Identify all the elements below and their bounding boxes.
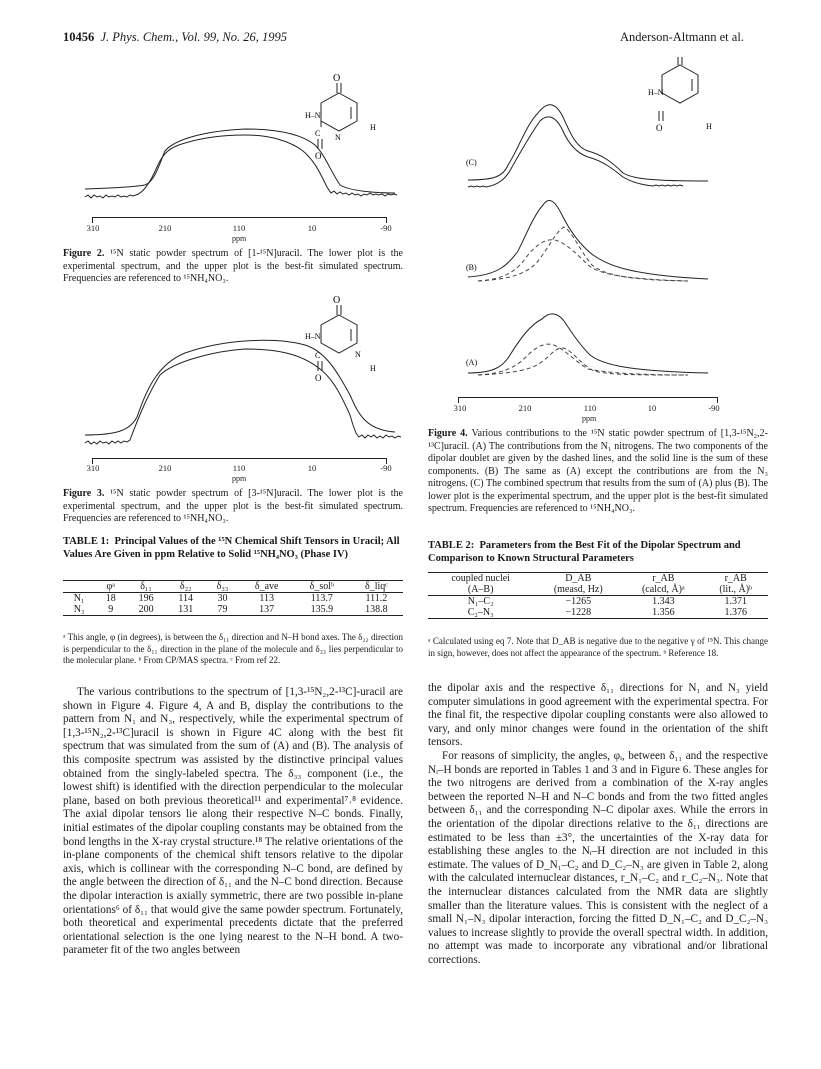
table-header-cell: δ_ave xyxy=(254,581,279,592)
figure-3-caption-text: ¹⁵N static powder spectrum of [3-¹⁵N]uracil. The lower plot is the experimental spectrum, and the upper plot is the best-fit simulated spectrum. Frequencies are referenced to ¹⁵NH₄NO₃. xyxy=(63,488,403,524)
figure-4c-simulated-curve xyxy=(468,105,708,181)
table-cell: 30 xyxy=(217,593,228,604)
axis-tick-label: 210 xyxy=(158,463,172,473)
h-n-label: H–N xyxy=(305,332,321,341)
table-cell: C₂–N₃ xyxy=(467,607,494,618)
h-n-label: H–N xyxy=(648,88,664,97)
figure-3-caption xyxy=(63,488,403,526)
table-2-title xyxy=(428,540,768,565)
n-label: N xyxy=(335,133,341,142)
table-header-cell xyxy=(63,581,95,593)
axis-tick-label: 110 xyxy=(583,403,597,413)
table-cell: 114 xyxy=(178,593,194,604)
axis-tick-label: 10 xyxy=(307,223,317,233)
figure-4c-experimental-curve xyxy=(468,117,683,187)
figure-2-simulated-curve xyxy=(85,129,395,193)
table-2 xyxy=(428,572,768,619)
axis-tick-label: 10 xyxy=(647,403,657,413)
h-n-label: H–N xyxy=(305,111,321,120)
axis-tick-label: -90 xyxy=(380,223,392,233)
page-number: 10456 xyxy=(63,30,95,44)
table-header-row xyxy=(428,584,768,596)
table-header-cell: coupled nuclei xyxy=(451,573,510,584)
figure-4-caption xyxy=(428,428,768,516)
figure-2-caption-text: ¹⁵N static powder spectrum of [1-¹⁵N]uracil. The lower plot is the experimental spectrum, and the upper plot is the best-fit simulated spectrum. Frequencies are referenced to ¹⁵NH₄NO₃. xyxy=(63,248,403,284)
table-1-title xyxy=(63,536,403,561)
o-top-label: O xyxy=(333,295,341,306)
table-cell: −1228 xyxy=(565,607,592,618)
uracil-n3-structure xyxy=(318,305,357,371)
table-cell: 1.343 xyxy=(652,596,675,607)
c-label: C xyxy=(315,129,321,138)
table-cell: N₃ xyxy=(73,604,85,615)
axis-tick-label: 310 xyxy=(86,223,100,233)
figure-4-caption-text: Various contributions to the ¹⁵N static powder spectrum of [1,3-¹⁵N₂,2-¹³C]uracil. (A) The contributions from the N₁ nitrogens. The two components of the dipolar doublet are given by the dashed lines, and the solid line is the sum of these components. (B) The same as (A) except the contributions are from the N₃ nitrogens. (C) The combined spectrum that results from the sum of (A) plus (B). The lower plot is the experimental spectrum, and the upper plot is the best-fit simulated spectrum. Frequencies are referenced to ¹⁵NH₄NO₃. xyxy=(428,428,768,514)
table-cell: 113.7 xyxy=(310,593,333,604)
table-cell: 18 xyxy=(105,593,116,604)
h-label: H xyxy=(370,364,376,373)
figure-4a-sum-curve xyxy=(468,314,708,373)
figure-3-simulated-curve xyxy=(85,340,395,435)
axis-tick-label: 110 xyxy=(232,463,246,473)
figure-2-label: Figure 2. xyxy=(63,248,105,259)
figure-2-axis xyxy=(92,217,387,218)
axis-tick-label: -90 xyxy=(380,463,392,473)
table-1-footnote: ᵃ This angle, φ (in degrees), is between the δ₁₁ direction and N–H bond axes. The δ₂₂ direction is perpendicular to the δ₁₁ direction in the plane of the molecule and δ₃₃ lies perpendicular to the molecular plane. ᵇ From CP/MAS spectra. ᶜ From ref 22. xyxy=(63,632,403,665)
table-cell: 200 xyxy=(138,604,154,615)
table-cell: 131 xyxy=(178,604,194,615)
axis-tick-label: 210 xyxy=(158,223,172,233)
figure-3-spectrum xyxy=(75,295,405,455)
table-cell: 196 xyxy=(138,593,154,604)
paragraph: The various contributions to the spectrum of [1,3-¹⁵N₂,2-¹³C]-uracil are shown in Figure 4. Figure 4, A and B, display the contributions to the pattern from N₁ and N₃, respectively, while the experimental spectrum of [1,3-¹⁵N₂,2-¹³C]uracil is shown in Figure 4C along with the best fit spectrum that was simulated from the sum of (A) and (B). The analysis of this composite spectrum was assisted by the distinctive principal values obtained from the singly-labeled spectra. The δ₃₃ component (i.e., the lowest shift) is identified with the direction perpendicular to the molecular plane, based on both previous theoretical¹¹ and experimental⁷˒⁸ evidence. The axial dipolar tensors lie along their respective N–C bonds. Finally, initial estimates of the dipolar coupling constants may be obtained from the bond lengths in the X-ray crystal structure.¹⁸ The relative orientations of the in-plane components of the chemical shift tensors relative to the dipolar axis, which is collinear with the corresponding N–C bond, are defined by the angle between the direction of δ₁₁ and the N–C bond direction. Because the dipolar interaction is axially symmetric, there are two possible in-plane orientations⁶ of δ₁₁ that would give the same powder spectrum. Fortunately, both theoretical and experimental precedents dictate that the preferred orientational selection is the one lying nearest to the N–H bond. A two-parameter fit of the two angles between xyxy=(63,686,403,957)
table-header-cell: δ₃₃ xyxy=(216,581,229,592)
table-cell: N₁–C₂ xyxy=(467,596,494,607)
table-2-footnote: ᵃ Calculated using eq 7. Note that D_AB is negative due to the negative γ of ¹⁵N. This change in sign, however, does not affect the appearance of the spectrum. ᵇ Reference 18. xyxy=(428,636,768,658)
table-header-cell: (lit., Å)ᵇ xyxy=(719,584,753,595)
table-cell: 9 xyxy=(108,604,114,615)
axis-unit-label: ppm xyxy=(232,474,247,483)
figure-3-experimental-curve xyxy=(85,349,401,444)
table-header-row xyxy=(428,573,768,585)
uracil-n1-n3-structure xyxy=(659,57,698,121)
paragraph: For reasons of simplicity, the angles, φᵢ, between δ₁₁ and the respective Nᵢ–H bonds are reported in Tables 1 and 3 and in Figure 6. These angles for the two nitrogens are derived from a combination of the X-ray angles between the reported N–H and N–C bonds and from the two fitted angles between δ₁₁ and the corresponding N–C dipolar axes. While the errors in the orientation of the dipolar directions relative to the δ₁₁ directions are estimated to be less than ±3°, the uncertainties of the X-ray data for establishing these angles to the Nᵢ–H direction are not included in this estimate. The values of D_N₁–C₂ and D_C₂–N₃ are given in Table 2, along with the calculated internuclear distances, r_N₁–C₂ and r_C₂–N₃. Note that the internuclear distances calculated from the NMR data are slightly smaller than the literature values. This is consistent with the neglect of a small N₁–N₃ dipolar interaction, forcing the fitted D_N₁–C₂ and D_C₂–N₃ values to increase slightly to provide the overall spectral width. In addition, no attempt was made to incorporate any vibrational and/or librational corrections. xyxy=(428,749,768,966)
figure-4-label: Figure 4. xyxy=(428,428,468,439)
table-header-cell: r_AB xyxy=(652,573,675,584)
table-cell: N₁ xyxy=(73,593,85,604)
table-1-label: TABLE 1: xyxy=(63,536,110,547)
c-label: C xyxy=(315,351,321,360)
table-cell: −1265 xyxy=(565,596,592,607)
table-cell: 111.2 xyxy=(365,593,388,604)
table-cell: 135.9 xyxy=(310,604,334,615)
o-top-label: O xyxy=(333,73,341,84)
table-2-title-text: Parameters from the Best Fit of the Dipolar Spectrum and Comparison to Known Structural Parameters xyxy=(428,540,741,564)
table-1 xyxy=(63,580,403,616)
table-row xyxy=(428,607,768,619)
body-text-left xyxy=(63,686,403,958)
table-cell: 138.8 xyxy=(365,604,388,615)
axis-tick-label: 10 xyxy=(307,463,317,473)
table-header-cell: φᵃ xyxy=(106,581,116,592)
table-cell: 1.356 xyxy=(652,607,675,618)
table-row xyxy=(428,596,768,608)
table-cell: 1.371 xyxy=(724,596,747,607)
panel-c-label: (C) xyxy=(466,158,477,167)
table-header-cell: (measd, Hz) xyxy=(553,584,603,595)
table-row xyxy=(63,593,403,605)
table-header-cell: δ₁₁ xyxy=(140,581,152,592)
table-header-cell: (calcd, Å)ᵃ xyxy=(641,584,685,595)
table-header-cell: D_AB xyxy=(565,573,592,584)
table-cell: 137 xyxy=(259,604,275,615)
panel-a-label: (A) xyxy=(466,358,478,367)
o-bottom-label: O xyxy=(656,123,663,133)
h-label: H xyxy=(370,123,376,132)
table-cell: 79 xyxy=(217,604,228,615)
table-header-row xyxy=(63,581,403,593)
table-row xyxy=(63,604,403,616)
table-cell: 1.376 xyxy=(724,607,747,618)
table-cell: 113 xyxy=(259,593,274,604)
axis-tick-label: 210 xyxy=(518,403,532,413)
figure-3-axis xyxy=(92,458,387,459)
axis-unit-label: ppm xyxy=(232,234,247,243)
axis-tick-label: -90 xyxy=(708,403,720,413)
table-header-cell: δ₂₂ xyxy=(179,581,192,592)
figure-3-label: Figure 3. xyxy=(63,488,105,499)
axis-tick-label: 310 xyxy=(453,403,467,413)
journal-citation: J. Phys. Chem., Vol. 99, No. 26, 1995 xyxy=(100,30,287,44)
figure-4b-sum-curve xyxy=(468,200,708,279)
o-bottom-label: O xyxy=(315,151,322,161)
figure-2-caption xyxy=(63,248,403,286)
axis-tick-label: 110 xyxy=(232,223,246,233)
body-text-right xyxy=(428,682,768,967)
table-header-cell: (A–B) xyxy=(467,584,494,595)
panel-b-label: (B) xyxy=(466,263,477,272)
table-header-cell: δ_solᵇ xyxy=(309,581,335,592)
n-label: N xyxy=(355,350,361,359)
table-1-title-text: Principal Values of the ¹⁵N Chemical Shift Tensors in Uracil; All Values Are Given in ppm Relative to Solid ¹⁵NH₄NO₃ (Phase IV) xyxy=(63,536,400,560)
h-label: H xyxy=(706,122,712,131)
axis-tick-label: 310 xyxy=(86,463,100,473)
axis-unit-label: ppm xyxy=(582,414,597,423)
o-bottom-label: O xyxy=(315,373,322,383)
table-header-cell: r_AB xyxy=(724,573,747,584)
running-header-left xyxy=(63,30,287,45)
figure-4b-component-2 xyxy=(478,227,688,281)
table-2-label: TABLE 2: xyxy=(428,540,475,551)
table-header-cell: δ_liqᶜ xyxy=(365,581,388,592)
figure-4-spectrum xyxy=(438,55,768,425)
running-header-authors: Anderson-Altmann et al. xyxy=(620,30,744,44)
figure-4-axis xyxy=(458,397,718,398)
paragraph: the dipolar axis and the respective δ₁₁ directions for N₁ and N₃ yield computer simulations in good agreement with the experimental spectra. For the final fit, the respective dipolar coupling constants were also allowed to vary, and only minor changes were found in the orientation of the shift tensors. xyxy=(428,682,768,749)
